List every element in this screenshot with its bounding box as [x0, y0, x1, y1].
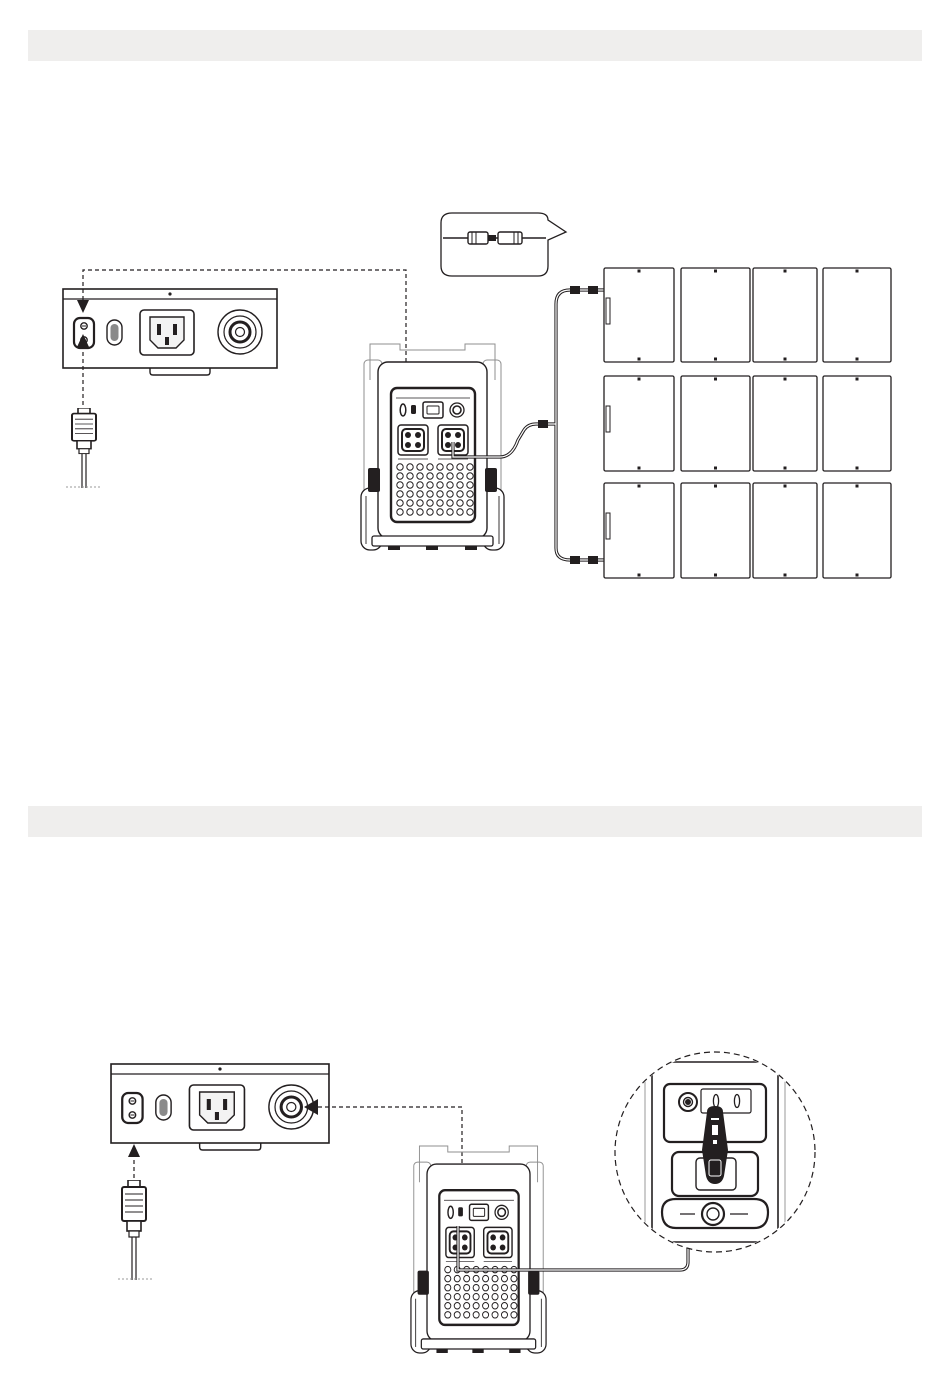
solar-panel-array	[604, 268, 891, 578]
panel-rivet	[784, 574, 787, 577]
generator-outlet-zoom	[615, 1040, 815, 1270]
panel-rivet	[638, 467, 641, 470]
solar-panel-icon	[753, 268, 817, 362]
power-station-icon	[411, 1146, 546, 1353]
solar-panel-icon	[681, 376, 750, 471]
panel-rivet	[856, 467, 859, 470]
solar-panel-icon	[681, 268, 750, 362]
cable-connector	[570, 286, 580, 294]
cable-entry-point	[685, 1099, 691, 1105]
solar-charging-diagram	[63, 213, 891, 578]
panel-rivet	[714, 378, 717, 381]
panel-rivet	[856, 485, 859, 488]
panel-rivet	[856, 574, 859, 577]
panel-rivet	[714, 574, 717, 577]
arrow-up-icon	[128, 1144, 140, 1157]
panel-rivet	[714, 270, 717, 273]
panel-rivet	[638, 270, 641, 273]
panel-rivet	[638, 358, 641, 361]
solar-panel-icon	[823, 376, 891, 471]
solar-panel-icon	[823, 268, 891, 362]
solar-panel-icon	[604, 268, 674, 362]
inverter-panel-2	[111, 1064, 329, 1150]
generator-charging-diagram	[111, 1040, 815, 1353]
panel-rivet	[714, 485, 717, 488]
panel-rivet	[714, 467, 717, 470]
panel-rivet	[638, 378, 641, 381]
panel-rivet	[856, 270, 859, 273]
cable-connector	[570, 556, 580, 564]
cable-connector	[588, 556, 598, 564]
panel-rivet	[638, 574, 641, 577]
dc-plug-icon	[72, 408, 96, 488]
panel-rivet	[784, 467, 787, 470]
cable-connector	[538, 420, 548, 428]
solar-panel-icon	[753, 483, 817, 578]
panel-rivet	[638, 485, 641, 488]
panel-rivet	[784, 485, 787, 488]
solar-panel-icon	[604, 376, 674, 471]
panel-rivet	[784, 378, 787, 381]
panel-rivet	[714, 358, 717, 361]
solar-panel-icon	[823, 483, 891, 578]
inverter-panel-1	[63, 289, 277, 375]
panel-rivet	[784, 358, 787, 361]
connector-callout	[441, 213, 566, 276]
solar-panel-icon	[681, 483, 750, 578]
dc-plug-icon	[122, 1180, 146, 1280]
panel-rivet	[784, 270, 787, 273]
panel-rivet	[856, 378, 859, 381]
cable-connector	[588, 286, 598, 294]
power-station-icon	[361, 344, 504, 550]
solar-panel-icon	[753, 376, 817, 471]
panel-rivet	[856, 358, 859, 361]
solar-panel-icon	[604, 483, 674, 578]
